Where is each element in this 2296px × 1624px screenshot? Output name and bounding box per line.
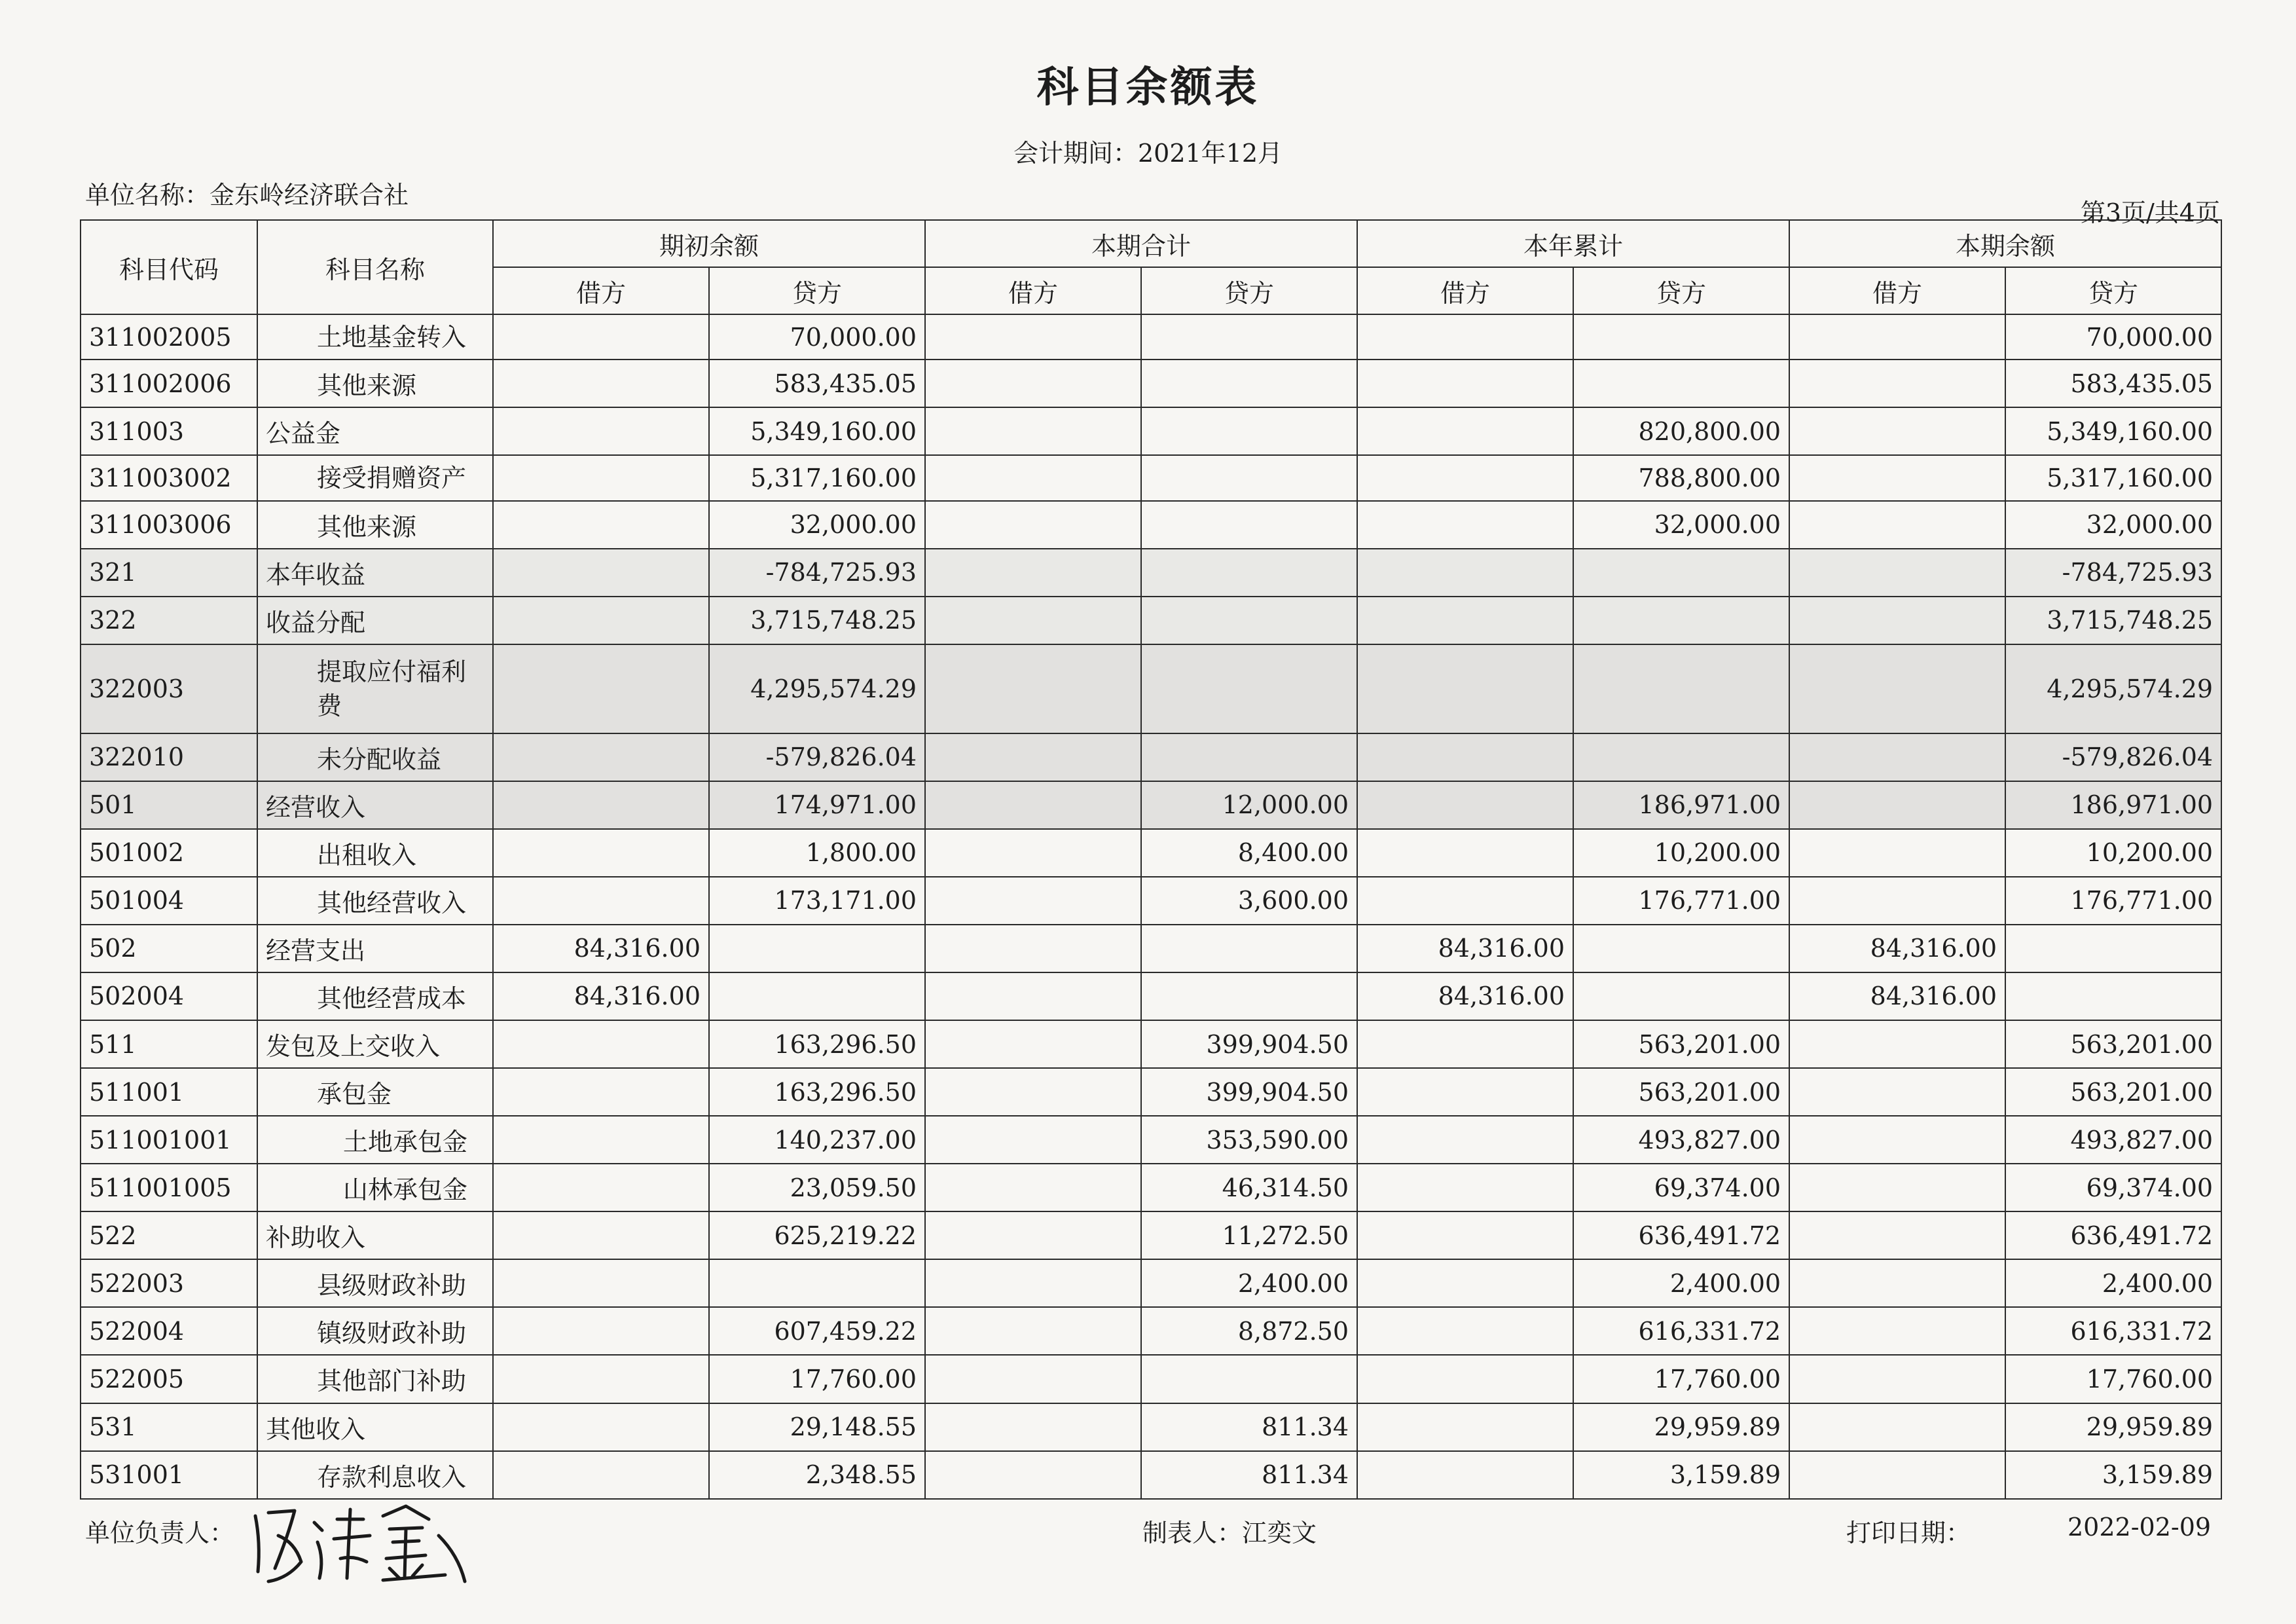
table-row	[81, 733, 2221, 781]
account-name: 存款利息收入	[257, 1451, 493, 1499]
account-name: 未分配收益	[257, 733, 493, 781]
opening-credit-cell: 1,800.00	[709, 829, 925, 877]
opening-debit-cell	[493, 829, 709, 877]
year-debit-cell	[1357, 644, 1573, 733]
year-debit-cell	[1357, 407, 1573, 455]
account-code: 511001001	[81, 1116, 257, 1164]
account-name: 其他经营成本	[257, 972, 493, 1020]
table-row	[81, 1403, 2221, 1451]
year-credit-cell: 636,491.72	[1573, 1211, 1789, 1259]
year-credit-cell: 69,374.00	[1573, 1164, 1789, 1211]
year-credit-cell: 563,201.00	[1573, 1020, 1789, 1068]
closing-credit-cell: 4,295,574.29	[2005, 644, 2221, 733]
account-code: 522004	[81, 1307, 257, 1355]
opening-debit-cell	[493, 1259, 709, 1307]
opening-debit-cell	[493, 360, 709, 407]
opening-credit-cell: 140,237.00	[709, 1116, 925, 1164]
account-name: 收益分配	[257, 597, 493, 644]
period-debit-cell	[925, 360, 1141, 407]
account-code: 522	[81, 1211, 257, 1259]
account-code: 322003	[81, 644, 257, 733]
print-date: 2022-02-09	[2068, 1513, 2212, 1541]
opening-debit-cell	[493, 1211, 709, 1259]
period-credit-cell: 8,400.00	[1141, 829, 1357, 877]
year-credit-cell	[1573, 314, 1789, 360]
table-row	[81, 1020, 2221, 1068]
opening-debit-cell	[493, 781, 709, 829]
account-name: 其他收入	[257, 1403, 493, 1451]
opening-credit-cell: -784,725.93	[709, 549, 925, 597]
account-name: 县级财政补助	[257, 1259, 493, 1307]
period-credit-cell: 12,000.00	[1141, 781, 1357, 829]
account-code: 311003	[81, 407, 257, 455]
account-code: 531001	[81, 1451, 257, 1499]
closing-debit-cell	[1789, 314, 2005, 360]
opening-credit-cell: 607,459.22	[709, 1307, 925, 1355]
period-debit-cell	[925, 1020, 1141, 1068]
period-credit-cell	[1141, 314, 1357, 360]
period-debit-cell	[925, 733, 1141, 781]
year-credit-cell: 3,159.89	[1573, 1451, 1789, 1499]
period-debit-cell	[925, 781, 1141, 829]
period-debit-cell	[925, 314, 1141, 360]
account-name: 经营收入	[257, 781, 493, 829]
closing-debit-cell	[1789, 360, 2005, 407]
period-credit-cell: 399,904.50	[1141, 1068, 1357, 1116]
opening-debit-cell	[493, 1164, 709, 1211]
accounting-period: 会计期间：2021年12月	[1013, 139, 1283, 168]
opening-debit-cell	[493, 1403, 709, 1451]
year-debit-cell	[1357, 1403, 1573, 1451]
table-row	[81, 1068, 2221, 1116]
table-row	[81, 501, 2221, 549]
account-name: 其他部门补助	[257, 1355, 493, 1403]
closing-credit-cell: 2,400.00	[2005, 1259, 2221, 1307]
account-code: 322	[81, 597, 257, 644]
table-row	[81, 877, 2221, 925]
period-debit-cell	[925, 1259, 1141, 1307]
closing-credit-cell: -784,725.93	[2005, 549, 2221, 597]
period-credit-cell: 399,904.50	[1141, 1020, 1357, 1068]
table-row	[81, 360, 2221, 407]
period-debit-cell	[925, 1355, 1141, 1403]
closing-credit-cell	[2005, 925, 2221, 972]
account-code: 511	[81, 1020, 257, 1068]
closing-debit-cell	[1789, 1211, 2005, 1259]
period-debit-cell	[925, 501, 1141, 549]
maker-label: 制表人：江奕文	[1142, 1519, 1317, 1547]
closing-credit-cell: 5,317,160.00	[2005, 455, 2221, 500]
closing-credit-cell: 563,201.00	[2005, 1020, 2221, 1068]
header-code: 科目代码	[81, 220, 257, 314]
closing-credit-cell: 70,000.00	[2005, 314, 2221, 360]
year-credit-cell	[1573, 360, 1789, 407]
opening-debit-cell	[493, 1451, 709, 1499]
year-debit-cell	[1357, 1211, 1573, 1259]
year-credit-cell: 186,971.00	[1573, 781, 1789, 829]
closing-credit-cell: 5,349,160.00	[2005, 407, 2221, 455]
closing-debit-cell	[1789, 644, 2005, 733]
table-row	[81, 1307, 2221, 1355]
account-name: 提取应付福利费	[257, 644, 493, 733]
account-name: 山林承包金	[257, 1164, 493, 1211]
closing-debit-cell	[1789, 1068, 2005, 1116]
year-debit-cell	[1357, 360, 1573, 407]
year-debit-cell	[1357, 455, 1573, 500]
account-name: 承包金	[257, 1068, 493, 1116]
year-credit-cell	[1573, 597, 1789, 644]
year-debit-cell	[1357, 597, 1573, 644]
period-debit-cell	[925, 1451, 1141, 1499]
table-row	[81, 1355, 2221, 1403]
opening-credit-cell	[709, 1259, 925, 1307]
year-credit-cell	[1573, 549, 1789, 597]
year-credit-cell	[1573, 644, 1789, 733]
table-row	[81, 925, 2221, 972]
header-period-total: 本期合计	[925, 220, 1357, 267]
period-credit-cell	[1141, 407, 1357, 455]
closing-credit-cell: 616,331.72	[2005, 1307, 2221, 1355]
year-credit-cell: 176,771.00	[1573, 877, 1789, 925]
opening-credit-cell: 70,000.00	[709, 314, 925, 360]
opening-debit-cell	[493, 1020, 709, 1068]
account-name: 其他经营收入	[257, 877, 493, 925]
account-name: 经营支出	[257, 925, 493, 972]
header-opening-balance: 期初余额	[493, 220, 925, 267]
period-credit-cell: 811.34	[1141, 1403, 1357, 1451]
table-row	[81, 549, 2221, 597]
opening-credit-cell: 625,219.22	[709, 1211, 925, 1259]
closing-debit-cell	[1789, 1116, 2005, 1164]
opening-debit-cell	[493, 1116, 709, 1164]
account-code: 511001005	[81, 1164, 257, 1211]
year-credit-cell: 29,959.89	[1573, 1403, 1789, 1451]
closing-debit-cell	[1789, 1403, 2005, 1451]
opening-debit-cell	[493, 407, 709, 455]
period-credit-cell	[1141, 972, 1357, 1020]
year-debit-cell: 84,316.00	[1357, 925, 1573, 972]
period-debit-cell	[925, 829, 1141, 877]
unit-name: 单位名称：金东岭经济联合社	[85, 181, 409, 210]
year-debit-cell	[1357, 501, 1573, 549]
account-code: 311002005	[81, 314, 257, 360]
account-code: 501004	[81, 877, 257, 925]
year-credit-cell	[1573, 972, 1789, 1020]
period-debit-cell	[925, 1116, 1141, 1164]
closing-credit-cell: 636,491.72	[2005, 1211, 2221, 1259]
table-row	[81, 781, 2221, 829]
year-credit-cell: 616,331.72	[1573, 1307, 1789, 1355]
year-credit-cell: 2,400.00	[1573, 1259, 1789, 1307]
year-credit-cell: 563,201.00	[1573, 1068, 1789, 1116]
year-debit-cell: 84,316.00	[1357, 972, 1573, 1020]
closing-debit-cell	[1789, 781, 2005, 829]
closing-credit-cell: 3,715,748.25	[2005, 597, 2221, 644]
period-credit-cell	[1141, 644, 1357, 733]
table-row	[81, 1164, 2221, 1211]
table-body	[81, 314, 2221, 1499]
table-row	[81, 644, 2221, 733]
opening-credit-cell	[709, 925, 925, 972]
header-credit: 贷方	[2005, 267, 2221, 314]
header-debit: 借方	[925, 267, 1141, 314]
year-debit-cell	[1357, 314, 1573, 360]
closing-debit-cell	[1789, 1020, 2005, 1068]
period-debit-cell	[925, 455, 1141, 500]
closing-debit-cell: 84,316.00	[1789, 925, 2005, 972]
opening-credit-cell: 5,317,160.00	[709, 455, 925, 500]
closing-credit-cell: 17,760.00	[2005, 1355, 2221, 1403]
year-credit-cell: 788,800.00	[1573, 455, 1789, 500]
closing-debit-cell	[1789, 1307, 2005, 1355]
opening-debit-cell	[493, 1355, 709, 1403]
table-row	[81, 972, 2221, 1020]
year-debit-cell	[1357, 829, 1573, 877]
table-row	[81, 829, 2221, 877]
account-code: 511001	[81, 1068, 257, 1116]
opening-credit-cell: 174,971.00	[709, 781, 925, 829]
table-row	[81, 1116, 2221, 1164]
year-credit-cell	[1573, 925, 1789, 972]
period-credit-cell: 811.34	[1141, 1451, 1357, 1499]
period-credit-cell: 46,314.50	[1141, 1164, 1357, 1211]
period-credit-cell	[1141, 597, 1357, 644]
closing-debit-cell	[1789, 877, 2005, 925]
opening-credit-cell: -579,826.04	[709, 733, 925, 781]
table-row	[81, 314, 2221, 360]
account-name: 公益金	[257, 407, 493, 455]
period-debit-cell	[925, 1403, 1141, 1451]
period-credit-cell: 353,590.00	[1141, 1116, 1357, 1164]
print-date-label: 打印日期：	[1846, 1519, 1971, 1547]
period-debit-cell	[925, 597, 1141, 644]
account-name: 本年收益	[257, 549, 493, 597]
closing-credit-cell: 69,374.00	[2005, 1164, 2221, 1211]
account-code: 522003	[81, 1259, 257, 1307]
closing-debit-cell	[1789, 1451, 2005, 1499]
period-credit-cell: 3,600.00	[1141, 877, 1357, 925]
opening-credit-cell: 163,296.50	[709, 1068, 925, 1116]
opening-credit-cell: 163,296.50	[709, 1020, 925, 1068]
opening-debit-cell	[493, 597, 709, 644]
closing-credit-cell: 29,959.89	[2005, 1403, 2221, 1451]
table-row	[81, 1451, 2221, 1499]
account-code: 531	[81, 1403, 257, 1451]
manager-signature	[249, 1496, 471, 1588]
account-name: 出租收入	[257, 829, 493, 877]
period-credit-cell	[1141, 733, 1357, 781]
opening-credit-cell: 2,348.55	[709, 1451, 925, 1499]
account-name: 土地基金转入	[257, 314, 493, 360]
year-debit-cell	[1357, 1020, 1573, 1068]
period-debit-cell	[925, 1068, 1141, 1116]
opening-credit-cell: 23,059.50	[709, 1164, 925, 1211]
opening-debit-cell: 84,316.00	[493, 972, 709, 1020]
period-credit-cell: 8,872.50	[1141, 1307, 1357, 1355]
account-name: 发包及上交收入	[257, 1020, 493, 1068]
opening-credit-cell: 5,349,160.00	[709, 407, 925, 455]
period-credit-cell: 11,272.50	[1141, 1211, 1357, 1259]
closing-credit-cell: -579,826.04	[2005, 733, 2221, 781]
year-debit-cell	[1357, 1116, 1573, 1164]
period-credit-cell	[1141, 1355, 1357, 1403]
period-debit-cell	[925, 549, 1141, 597]
closing-debit-cell	[1789, 829, 2005, 877]
header-credit: 贷方	[1141, 267, 1357, 314]
opening-credit-cell: 4,295,574.29	[709, 644, 925, 733]
closing-credit-cell: 493,827.00	[2005, 1116, 2221, 1164]
table-row	[81, 407, 2221, 455]
period-credit-cell	[1141, 925, 1357, 972]
opening-credit-cell: 17,760.00	[709, 1355, 925, 1403]
header-debit: 借方	[1357, 267, 1573, 314]
opening-debit-cell	[493, 644, 709, 733]
opening-debit-cell	[493, 549, 709, 597]
year-debit-cell	[1357, 1068, 1573, 1116]
year-debit-cell	[1357, 1259, 1573, 1307]
opening-debit-cell	[493, 877, 709, 925]
table-row	[81, 1259, 2221, 1307]
period-debit-cell	[925, 877, 1141, 925]
period-debit-cell	[925, 1211, 1141, 1259]
period-debit-cell	[925, 407, 1141, 455]
table-row	[81, 1211, 2221, 1259]
year-credit-cell: 820,800.00	[1573, 407, 1789, 455]
closing-debit-cell	[1789, 1355, 2005, 1403]
opening-credit-cell: 3,715,748.25	[709, 597, 925, 644]
account-name: 土地承包金	[257, 1116, 493, 1164]
account-name: 其他来源	[257, 360, 493, 407]
account-code: 501	[81, 781, 257, 829]
opening-credit-cell: 583,435.05	[709, 360, 925, 407]
account-code: 311003002	[81, 455, 257, 500]
closing-credit-cell: 32,000.00	[2005, 501, 2221, 549]
balance-table	[80, 219, 2222, 1500]
header-closing-balance: 本期余额	[1789, 220, 2221, 267]
account-code: 522005	[81, 1355, 257, 1403]
opening-debit-cell	[493, 314, 709, 360]
opening-debit-cell	[493, 1068, 709, 1116]
account-code: 502	[81, 925, 257, 972]
closing-debit-cell	[1789, 549, 2005, 597]
opening-debit-cell	[493, 733, 709, 781]
opening-debit-cell	[493, 501, 709, 549]
opening-debit-cell	[493, 455, 709, 500]
year-debit-cell	[1357, 781, 1573, 829]
closing-credit-cell: 10,200.00	[2005, 829, 2221, 877]
account-code: 311003006	[81, 501, 257, 549]
account-name: 补助收入	[257, 1211, 493, 1259]
year-debit-cell	[1357, 1451, 1573, 1499]
period-credit-cell	[1141, 501, 1357, 549]
opening-credit-cell: 173,171.00	[709, 877, 925, 925]
page-number: 第3页/共4页	[2080, 198, 2220, 227]
year-credit-cell: 10,200.00	[1573, 829, 1789, 877]
manager-label: 单位负责人：	[85, 1519, 235, 1547]
year-debit-cell	[1357, 733, 1573, 781]
opening-credit-cell: 32,000.00	[709, 501, 925, 549]
period-credit-cell	[1141, 549, 1357, 597]
account-code: 502004	[81, 972, 257, 1020]
closing-credit-cell: 3,159.89	[2005, 1451, 2221, 1499]
closing-credit-cell	[2005, 972, 2221, 1020]
header-year-cumulative: 本年累计	[1357, 220, 1789, 267]
closing-debit-cell	[1789, 501, 2005, 549]
opening-debit-cell	[493, 1307, 709, 1355]
account-code: 322010	[81, 733, 257, 781]
year-debit-cell	[1357, 1355, 1573, 1403]
table-row	[81, 597, 2221, 644]
year-debit-cell	[1357, 1307, 1573, 1355]
period-debit-cell	[925, 972, 1141, 1020]
opening-debit-cell: 84,316.00	[493, 925, 709, 972]
year-credit-cell: 17,760.00	[1573, 1355, 1789, 1403]
account-name: 镇级财政补助	[257, 1307, 493, 1355]
opening-credit-cell	[709, 972, 925, 1020]
document-title: 科目余额表	[1036, 64, 1260, 112]
year-credit-cell: 32,000.00	[1573, 501, 1789, 549]
year-debit-cell	[1357, 877, 1573, 925]
period-credit-cell	[1141, 455, 1357, 500]
closing-debit-cell: 84,316.00	[1789, 972, 2005, 1020]
header-name: 科目名称	[257, 220, 493, 314]
account-code: 501002	[81, 829, 257, 877]
closing-debit-cell	[1789, 455, 2005, 500]
closing-debit-cell	[1789, 1164, 2005, 1211]
period-debit-cell	[925, 644, 1141, 733]
period-debit-cell	[925, 925, 1141, 972]
year-debit-cell	[1357, 1164, 1573, 1211]
period-debit-cell	[925, 1307, 1141, 1355]
year-credit-cell: 493,827.00	[1573, 1116, 1789, 1164]
opening-credit-cell: 29,148.55	[709, 1403, 925, 1451]
closing-debit-cell	[1789, 733, 2005, 781]
account-code: 311002006	[81, 360, 257, 407]
closing-credit-cell: 186,971.00	[2005, 781, 2221, 829]
table-row	[81, 455, 2221, 500]
closing-debit-cell	[1789, 597, 2005, 644]
header-debit: 借方	[1789, 267, 2005, 314]
header-credit: 贷方	[1573, 267, 1789, 314]
closing-debit-cell	[1789, 407, 2005, 455]
period-credit-cell: 2,400.00	[1141, 1259, 1357, 1307]
year-debit-cell	[1357, 549, 1573, 597]
account-name: 接受捐赠资产	[257, 455, 493, 500]
account-name: 其他来源	[257, 501, 493, 549]
closing-credit-cell: 583,435.05	[2005, 360, 2221, 407]
period-debit-cell	[925, 1164, 1141, 1211]
header-debit: 借方	[493, 267, 709, 314]
closing-debit-cell	[1789, 1259, 2005, 1307]
closing-credit-cell: 176,771.00	[2005, 877, 2221, 925]
closing-credit-cell: 563,201.00	[2005, 1068, 2221, 1116]
year-credit-cell	[1573, 733, 1789, 781]
period-credit-cell	[1141, 360, 1357, 407]
account-code: 321	[81, 549, 257, 597]
header-credit: 贷方	[709, 267, 925, 314]
